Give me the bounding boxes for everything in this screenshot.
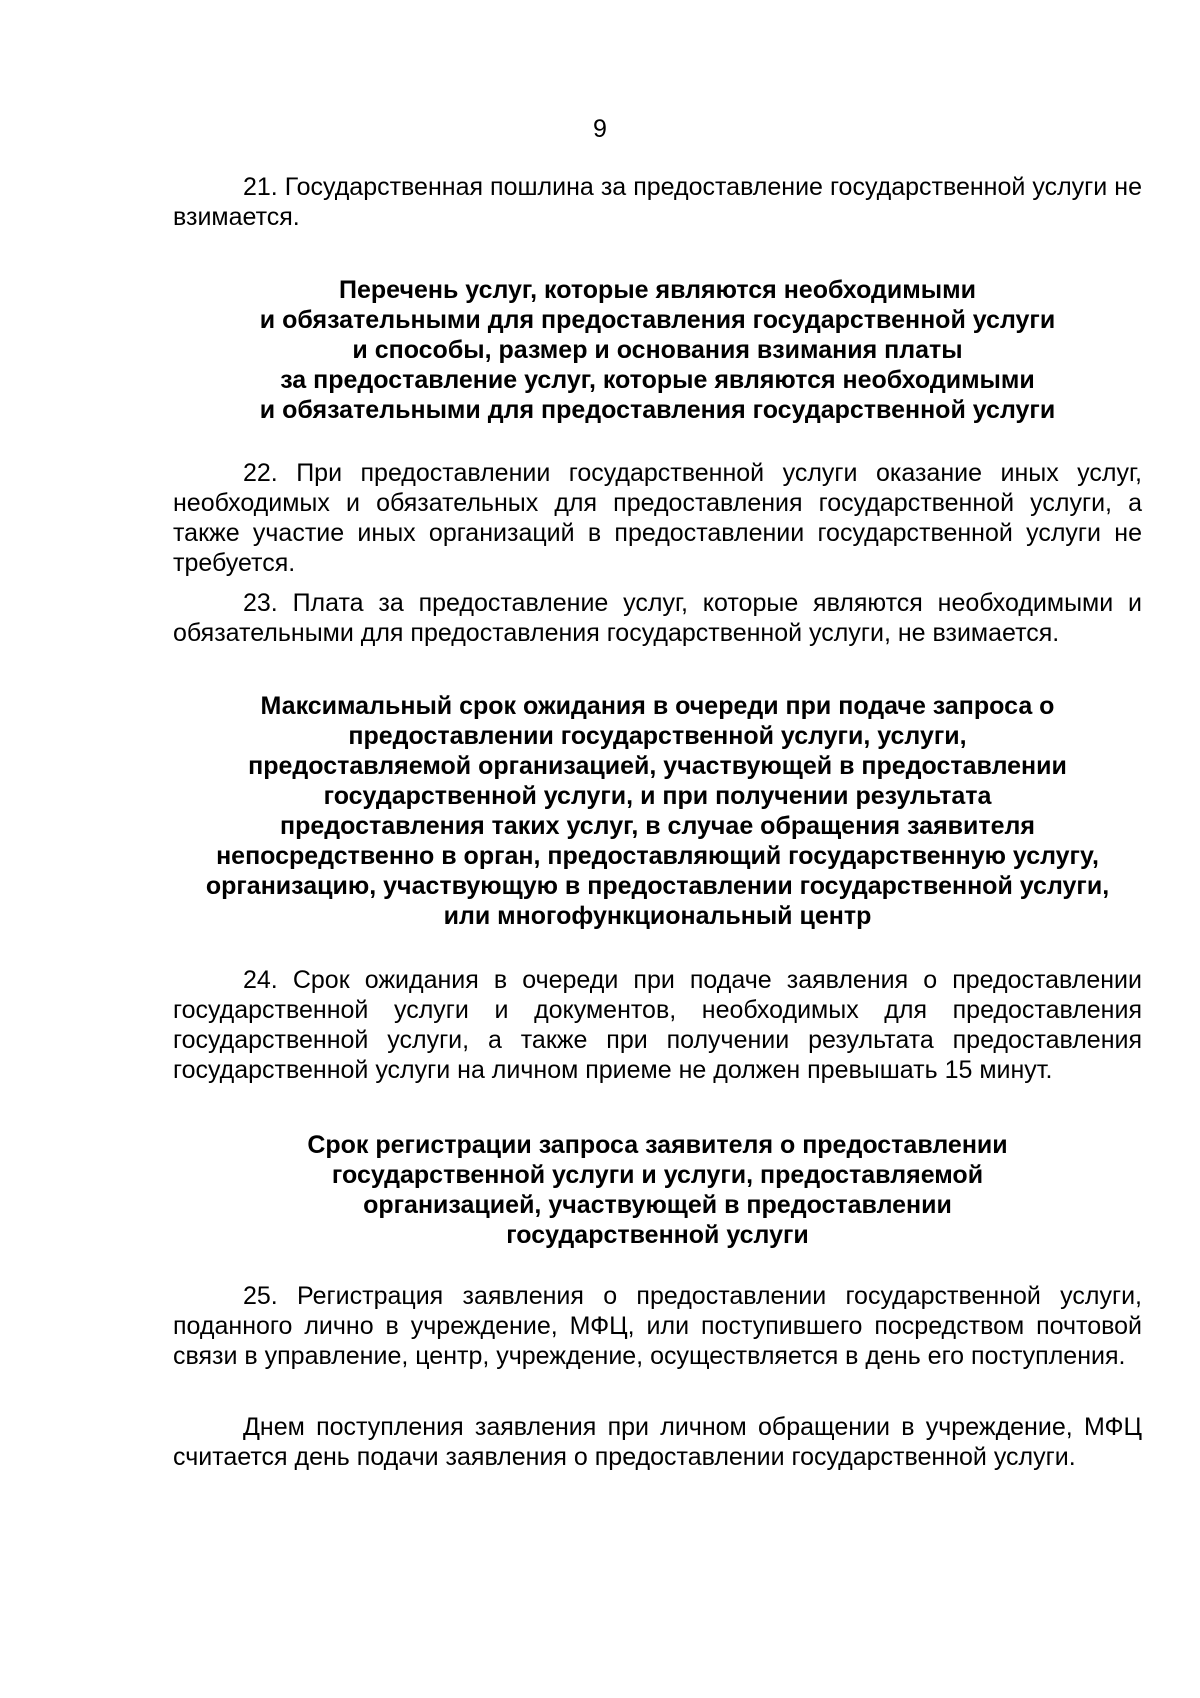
paragraph-21-text: 21. Государственная пошлина за предоставление государственной услуги не взимается. xyxy=(173,173,1142,231)
heading-line: государственной услуги, и при получении результата xyxy=(323,782,992,810)
heading-registration-time-text xyxy=(173,1130,1142,1250)
heading-line: Максимальный срок ожидания в очереди при подаче запроса о xyxy=(260,692,1055,720)
paragraph-25 xyxy=(173,1281,1142,1371)
heading-line: Срок регистрации запроса заявителя о предоставлении xyxy=(307,1131,1008,1159)
heading-line: государственной услуги и услуги, предоставляемой xyxy=(331,1161,984,1189)
heading-registration-time xyxy=(173,1130,1142,1250)
heading-line: организацией, участвующей в предоставлении xyxy=(363,1191,952,1219)
heading-line: государственной услуги xyxy=(506,1221,809,1249)
paragraph-23 xyxy=(173,588,1142,648)
heading-line: и способы, размер и основания взимания платы xyxy=(352,336,963,364)
heading-required-services xyxy=(173,275,1142,425)
paragraph-26 xyxy=(173,1412,1142,1472)
paragraph-24 xyxy=(173,965,1142,1085)
heading-line: и обязательными для предоставления государственной услуги xyxy=(259,306,1056,334)
heading-line: и обязательными для предоставления государственной услуги xyxy=(259,396,1056,424)
paragraph-25-text: 25. Регистрация заявления о предоставлении государственной услуги, поданного лично в учреждение, МФЦ, или поступившего посредством почтовой связи в управление, центр, учреждение, осуществляется в день его поступления. xyxy=(173,1282,1142,1370)
paragraph-22 xyxy=(173,458,1142,578)
heading-line: организацию, участвующую в предоставлении государственной услуги, xyxy=(205,872,1110,900)
paragraph-21 xyxy=(173,172,1142,232)
heading-line: Перечень услуг, которые являются необходимыми xyxy=(339,276,976,304)
paragraph-26-text: Днем поступления заявления при личном обращении в учреждение, МФЦ считается день подачи заявления о предоставлении государственной услуги. xyxy=(173,1413,1142,1471)
heading-required-services-text xyxy=(173,275,1142,425)
heading-line: предоставления таких услуг, в случае обращения заявителя xyxy=(279,812,1036,840)
heading-line: или многофункциональный центр xyxy=(443,902,872,930)
heading-line: непосредственно в орган, предоставляющий государственную услугу, xyxy=(216,842,1099,870)
heading-line: предоставлении государственной услуги, услуги, xyxy=(348,722,967,750)
heading-queue-waiting-time xyxy=(173,691,1142,931)
heading-line: за предоставление услуг, которые являются необходимыми xyxy=(280,366,1035,394)
paragraph-23-text: 23. Плата за предоставление услуг, которые являются необходимыми и обязательными для предоставления государственной услуги, не взимается. xyxy=(173,589,1142,647)
paragraph-22-text: 22. При предоставлении государственной услуги оказание иных услуг, необходимых и обязательных для предоставления государственной услуги, а также участие иных организаций в предоставлении государственной услуги не требуется. xyxy=(173,459,1142,577)
paragraph-24-text: 24. Срок ожидания в очереди при подаче заявления о предоставлении государственной услуги и документов, необходимых для предоставления государственной услуги, а также при получении результата предоставления государственной услуги на личном приеме не должен превышать 15 минут. xyxy=(173,966,1142,1084)
page-number: 9 xyxy=(593,115,607,143)
heading-queue-waiting-time-text xyxy=(173,691,1142,931)
heading-line: предоставляемой организацией, участвующей в предоставлении xyxy=(248,752,1067,780)
